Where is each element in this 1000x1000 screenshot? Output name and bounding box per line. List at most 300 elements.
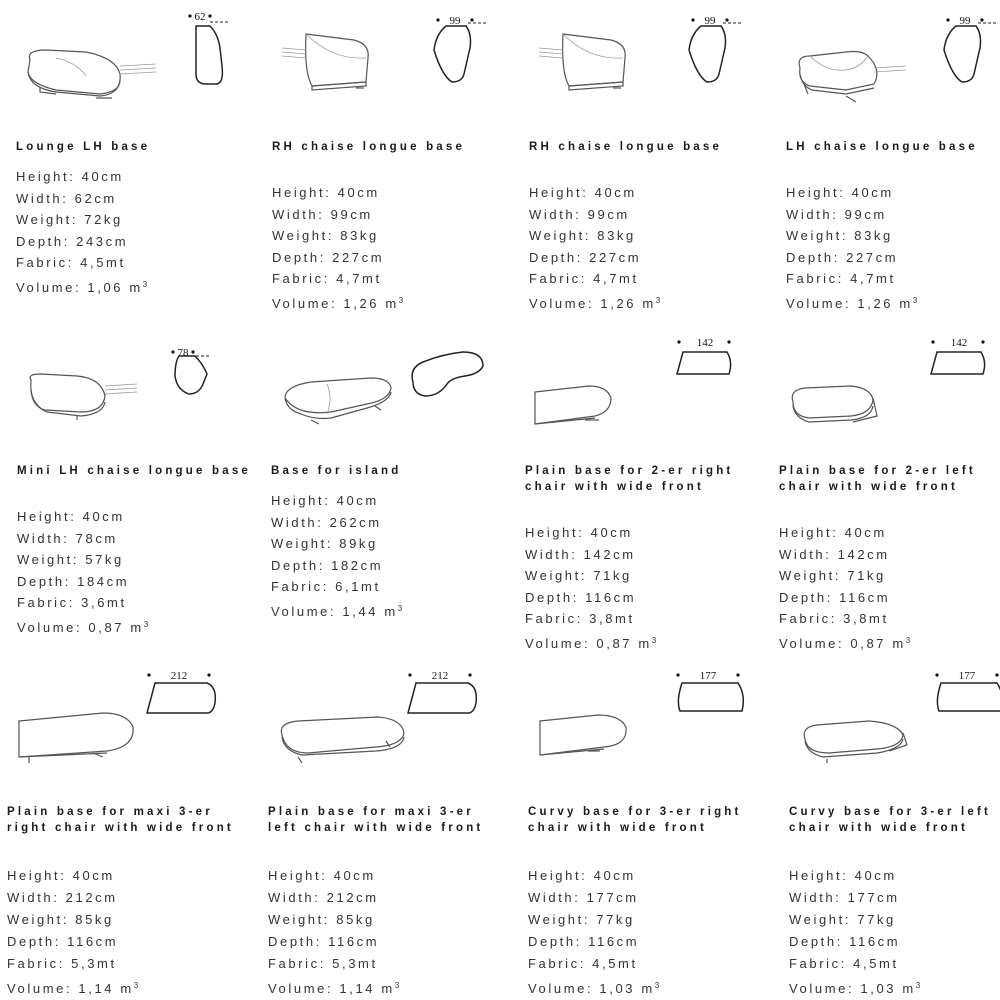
spec-depth-value: 116cm (67, 934, 119, 949)
spec-weight (268, 909, 399, 931)
spec-volume-label: Volume : (7, 981, 78, 996)
product-card (272, 0, 512, 320)
spec-width-value: 78cm (75, 530, 118, 546)
product-card (525, 330, 765, 650)
top-view-plan (677, 4, 747, 99)
spec-width-value: 212cm (326, 890, 379, 905)
spec-volume-label: Volume : (272, 296, 343, 311)
volume-unit: m (120, 981, 134, 996)
spec-width-label: Width : (786, 207, 845, 222)
spec-list (529, 182, 660, 314)
plan-width-label: 212 (431, 670, 449, 682)
spec-width-label: Width : (529, 207, 588, 222)
sofa-illustration (779, 340, 939, 445)
spec-list (272, 182, 403, 314)
volume-unit: m (892, 635, 906, 651)
spec-width-value: 262cm (329, 514, 382, 530)
spec-depth-label: Depth : (268, 934, 328, 949)
spec-height-label: Height : (268, 868, 334, 883)
plan-width-label: 62 (194, 11, 206, 23)
spec-depth (272, 247, 403, 269)
spec-weight (271, 533, 402, 555)
spec-width-value: 142cm (583, 546, 636, 562)
spec-weight-label: Weight : (7, 912, 75, 927)
spec-width-value: 212cm (65, 890, 118, 905)
spec-list (16, 166, 147, 298)
sofa-illustration (529, 10, 689, 115)
spec-width-label: Width : (7, 890, 66, 905)
spec-depth-label: Depth : (17, 574, 77, 589)
spec-volume-value: 0,87 (850, 635, 887, 651)
spec-volume-value: 1,26 (343, 295, 380, 311)
spec-volume-label: Volume : (525, 636, 596, 651)
product-title: Plain base for maxi 3-er left chair with wide front (268, 806, 484, 834)
volume-unit: m (642, 295, 656, 311)
spec-volume-value: 1,44 (342, 603, 379, 619)
spec-height (272, 182, 403, 204)
sofa-illustration (525, 340, 685, 445)
spec-depth-value: 243cm (76, 233, 129, 249)
spec-volume (525, 630, 656, 655)
product-title: Plain base for 2-er right chair with wide front (525, 465, 734, 493)
spec-volume (268, 975, 399, 1000)
product-card (529, 0, 769, 320)
spec-depth-value: 116cm (585, 589, 637, 605)
plan-width-label: 142 (696, 337, 714, 349)
product-card (271, 330, 511, 650)
volume-unit: m (384, 603, 398, 619)
spec-depth (779, 587, 910, 609)
spec-depth-label: Depth : (786, 250, 846, 265)
spec-list (525, 522, 656, 654)
spec-height (17, 506, 148, 528)
volume-exponent: 3 (651, 635, 657, 645)
plan-width-label: 78 (177, 347, 189, 359)
spec-width (528, 887, 659, 909)
volume-exponent: 3 (398, 295, 404, 305)
spec-weight (272, 225, 403, 247)
spec-depth-label: Depth : (525, 590, 585, 605)
spec-volume-value: 0,87 (88, 619, 125, 635)
spec-width-label: Width : (17, 531, 76, 546)
spec-depth-label: Depth : (789, 934, 849, 949)
volume-exponent: 3 (133, 981, 139, 990)
spec-fabric-label: Fabric : (779, 611, 843, 626)
volume-unit: m (129, 279, 143, 295)
product-title: Plain base for 2-er left chair with wide front (779, 465, 976, 493)
spec-volume (271, 598, 402, 623)
sofa-illustration (528, 665, 688, 780)
spec-height (7, 865, 138, 887)
spec-depth-value: 182cm (331, 557, 384, 573)
volume-unit: m (902, 981, 916, 996)
spec-fabric-value: 4,5mt (592, 956, 638, 971)
spec-weight (17, 549, 148, 571)
spec-list (268, 865, 399, 1000)
spec-height-value: 40cm (593, 868, 636, 883)
spec-weight-label: Weight : (272, 228, 340, 243)
spec-weight (16, 209, 147, 231)
spec-fabric-value: 6,1mt (335, 579, 381, 594)
product-title: LH chaise longue base (786, 141, 978, 153)
spec-depth (16, 231, 147, 253)
product-card (786, 0, 1000, 320)
product-card (17, 330, 257, 650)
top-view-plan (921, 338, 991, 433)
top-view-plan (399, 338, 469, 433)
spec-width-value: 99cm (330, 206, 373, 222)
spec-width-label: Width : (268, 890, 327, 905)
spec-volume-value: 1,14 (78, 981, 115, 996)
spec-width (268, 887, 399, 909)
product-title: Mini LH chaise longue base (17, 465, 252, 477)
spec-volume (17, 614, 148, 639)
spec-depth-value: 227cm (589, 249, 642, 265)
product-title: Curvy base for 3-er left chair with wide front (789, 806, 992, 834)
product-title: Curvy base for 3-er right chair with wide front (528, 806, 742, 834)
volume-unit: m (130, 619, 144, 635)
spec-depth-label: Depth : (529, 250, 589, 265)
spec-depth-value: 184cm (77, 573, 130, 589)
spec-fabric (272, 268, 403, 290)
spec-fabric-label: Fabric : (789, 956, 853, 971)
product-title: RH chaise longue base (529, 141, 723, 153)
volume-exponent: 3 (912, 295, 918, 305)
spec-height (789, 865, 920, 887)
spec-height-label: Height : (7, 868, 73, 883)
spec-weight-label: Weight : (789, 912, 857, 927)
top-view-plan (398, 665, 468, 760)
spec-height (529, 182, 660, 204)
spec-volume-label: Volume : (779, 636, 850, 651)
volume-unit: m (641, 981, 655, 996)
volume-unit: m (381, 981, 395, 996)
spec-height (525, 522, 656, 544)
spec-weight-label: Weight : (268, 912, 336, 927)
plan-width-label: 177 (958, 670, 976, 682)
spec-volume-label: Volume : (271, 604, 342, 619)
spec-volume (529, 290, 660, 315)
spec-fabric-value: 5,3mt (71, 956, 117, 971)
spec-fabric-label: Fabric : (529, 271, 593, 286)
spec-volume (786, 290, 917, 315)
spec-width (7, 887, 138, 909)
spec-weight-value: 71kg (593, 568, 632, 583)
spec-volume (272, 290, 403, 315)
spec-height (779, 522, 910, 544)
spec-weight-value: 71kg (847, 568, 886, 583)
spec-fabric (779, 608, 910, 630)
spec-depth-label: Depth : (271, 558, 331, 573)
spec-height-label: Height : (528, 868, 594, 883)
spec-weight (786, 225, 917, 247)
spec-fabric (789, 953, 920, 975)
volume-unit: m (638, 635, 652, 651)
spec-fabric (529, 268, 660, 290)
sofa-illustration (786, 10, 946, 115)
spec-depth-label: Depth : (528, 934, 588, 949)
spec-weight (789, 909, 920, 931)
spec-height (271, 490, 402, 512)
top-view-plan (668, 665, 738, 760)
spec-weight-label: Weight : (525, 568, 593, 583)
spec-fabric-label: Fabric : (528, 956, 592, 971)
spec-volume-value: 0,87 (596, 635, 633, 651)
spec-depth (786, 247, 917, 269)
spec-weight (7, 909, 138, 931)
spec-weight-value: 85kg (75, 912, 114, 927)
spec-list (786, 182, 917, 314)
sofa-illustration (272, 10, 432, 115)
spec-width-label: Width : (779, 547, 838, 562)
spec-depth (529, 247, 660, 269)
spec-depth-value: 116cm (849, 934, 901, 949)
product-title: Lounge LH base (16, 141, 151, 153)
spec-height-label: Height : (16, 169, 82, 184)
spec-width-label: Width : (528, 890, 587, 905)
spec-height-label: Height : (779, 525, 845, 540)
spec-depth-label: Depth : (272, 250, 332, 265)
spec-fabric-label: Fabric : (525, 611, 589, 626)
product-title: Base for island (271, 465, 402, 477)
volume-exponent: 3 (397, 603, 403, 613)
volume-unit: m (899, 295, 913, 311)
spec-height (528, 865, 659, 887)
spec-fabric-label: Fabric : (17, 595, 81, 610)
spec-weight-label: Weight : (16, 212, 84, 227)
spec-width (529, 204, 660, 226)
volume-exponent: 3 (915, 981, 921, 990)
plan-width-label: 212 (170, 670, 188, 682)
spec-width-label: Width : (16, 191, 75, 206)
spec-height-value: 40cm (851, 185, 894, 200)
spec-width-value: 177cm (847, 890, 900, 905)
spec-depth-value: 116cm (588, 934, 640, 949)
spec-depth (271, 555, 402, 577)
spec-depth-value: 227cm (846, 249, 899, 265)
spec-height (268, 865, 399, 887)
spec-weight (779, 565, 910, 587)
spec-weight (529, 225, 660, 247)
spec-fabric (786, 268, 917, 290)
spec-width (272, 204, 403, 226)
spec-volume-label: Volume : (789, 981, 860, 996)
spec-weight-value: 89kg (339, 536, 378, 551)
spec-depth (525, 587, 656, 609)
spec-fabric (528, 953, 659, 975)
spec-list (789, 865, 920, 1000)
spec-height-label: Height : (271, 493, 337, 508)
spec-height-value: 40cm (81, 169, 124, 184)
spec-depth (789, 931, 920, 953)
spec-list (779, 522, 910, 654)
spec-depth-value: 116cm (328, 934, 380, 949)
spec-weight-label: Weight : (17, 552, 85, 567)
spec-width-value: 99cm (587, 206, 630, 222)
spec-volume-value: 1,26 (600, 295, 637, 311)
spec-depth (268, 931, 399, 953)
spec-width (525, 544, 656, 566)
spec-weight-label: Weight : (779, 568, 847, 583)
spec-weight-label: Weight : (786, 228, 854, 243)
spec-fabric-label: Fabric : (271, 579, 335, 594)
spec-fabric-value: 4,7mt (336, 271, 382, 286)
top-view-plan (667, 338, 737, 433)
volume-exponent: 3 (655, 295, 661, 305)
plan-width-label: 177 (699, 670, 717, 682)
spec-height-value: 40cm (72, 868, 115, 883)
top-view-plan (927, 665, 997, 760)
spec-width (779, 544, 910, 566)
spec-volume-value: 1,26 (857, 295, 894, 311)
spec-volume-value: 1,14 (339, 981, 376, 996)
volume-exponent: 3 (394, 981, 400, 990)
spec-height-value: 40cm (82, 509, 125, 524)
spec-fabric-label: Fabric : (272, 271, 336, 286)
spec-fabric-value: 3,8mt (589, 611, 635, 626)
spec-weight-value: 83kg (854, 228, 893, 243)
plan-width-label: 142 (950, 337, 968, 349)
spec-volume-value: 1,03 (860, 981, 897, 996)
spec-fabric (525, 608, 656, 630)
spec-volume-value: 1,06 (87, 279, 124, 295)
spec-height-label: Height : (525, 525, 591, 540)
spec-weight-label: Weight : (271, 536, 339, 551)
spec-volume (779, 630, 910, 655)
spec-height-value: 40cm (336, 493, 379, 508)
spec-fabric (268, 953, 399, 975)
spec-fabric-value: 3,8mt (843, 611, 889, 626)
spec-depth-label: Depth : (779, 590, 839, 605)
volume-unit: m (385, 295, 399, 311)
spec-width (16, 188, 147, 210)
product-card (16, 0, 256, 320)
product-card (779, 330, 1000, 650)
sofa-illustration (789, 665, 949, 780)
spec-width-label: Width : (271, 515, 330, 530)
plan-width-label: 99 (704, 15, 716, 27)
spec-weight-label: Weight : (528, 912, 596, 927)
spec-volume (16, 274, 147, 299)
plan-width-label: 99 (959, 15, 971, 27)
spec-height-label: Height : (529, 185, 595, 200)
sofa-illustration (16, 10, 176, 115)
spec-width (786, 204, 917, 226)
spec-height-label: Height : (786, 185, 852, 200)
spec-fabric-value: 4,5mt (80, 255, 126, 270)
spec-list (17, 506, 148, 638)
spec-fabric-label: Fabric : (16, 255, 80, 270)
spec-depth-value: 227cm (332, 249, 385, 265)
spec-volume-label: Volume : (786, 296, 857, 311)
spec-weight (525, 565, 656, 587)
spec-width-value: 177cm (586, 890, 639, 905)
spec-list (528, 865, 659, 1000)
spec-width (17, 528, 148, 550)
spec-width-value: 62cm (74, 190, 117, 206)
spec-height-value: 40cm (844, 525, 887, 540)
spec-fabric (271, 576, 402, 598)
spec-height-label: Height : (789, 868, 855, 883)
spec-height-value: 40cm (590, 525, 633, 540)
spec-weight-value: 83kg (597, 228, 636, 243)
spec-volume-label: Volume : (529, 296, 600, 311)
top-view-plan (137, 665, 207, 760)
spec-volume-label: Volume : (16, 280, 87, 295)
volume-exponent: 3 (142, 279, 148, 289)
product-card (7, 665, 247, 996)
spec-fabric-label: Fabric : (786, 271, 850, 286)
spec-volume (789, 975, 920, 1000)
product-card (789, 665, 1000, 996)
spec-weight-value: 57kg (85, 552, 124, 567)
spec-volume (7, 975, 138, 1000)
spec-weight-value: 85kg (336, 912, 375, 927)
spec-weight-value: 77kg (857, 912, 896, 927)
spec-weight-value: 72kg (84, 212, 123, 227)
spec-weight (528, 909, 659, 931)
spec-volume-value: 1,03 (599, 981, 636, 996)
spec-list (7, 865, 138, 1000)
product-card (268, 665, 508, 996)
spec-weight-value: 83kg (340, 228, 379, 243)
spec-depth-label: Depth : (7, 934, 67, 949)
spec-volume (528, 975, 659, 1000)
volume-exponent: 3 (905, 635, 911, 645)
spec-height-value: 40cm (594, 185, 637, 200)
spec-fabric-value: 3,6mt (81, 595, 127, 610)
spec-weight-value: 77kg (596, 912, 635, 927)
spec-height (16, 166, 147, 188)
spec-fabric-value: 4,7mt (850, 271, 896, 286)
spec-width-label: Width : (525, 547, 584, 562)
spec-depth (17, 571, 148, 593)
spec-height (786, 182, 917, 204)
spec-fabric-value: 5,3mt (332, 956, 378, 971)
spec-height-label: Height : (17, 509, 83, 524)
sofa-illustration (17, 340, 177, 445)
spec-list (271, 490, 402, 622)
spec-depth-value: 116cm (839, 589, 891, 605)
spec-width (789, 887, 920, 909)
top-view-plan (165, 338, 235, 433)
volume-exponent: 3 (143, 619, 149, 629)
product-title: Plain base for maxi 3-er right chair with wide front (7, 806, 234, 834)
spec-volume-label: Volume : (17, 620, 88, 635)
top-view-plan (422, 4, 492, 99)
spec-height-value: 40cm (333, 868, 376, 883)
spec-weight-label: Weight : (529, 228, 597, 243)
plan-width-label: 99 (449, 15, 461, 27)
spec-height-value: 40cm (337, 185, 380, 200)
product-title: RH chaise longue base (272, 141, 466, 153)
volume-exponent: 3 (654, 981, 660, 990)
spec-volume-label: Volume : (528, 981, 599, 996)
spec-fabric-value: 4,7mt (593, 271, 639, 286)
top-view-plan (176, 4, 246, 99)
spec-depth-label: Depth : (16, 234, 76, 249)
spec-width-value: 142cm (837, 546, 890, 562)
spec-width (271, 512, 402, 534)
top-view-plan (932, 4, 1000, 99)
spec-width-label: Width : (789, 890, 848, 905)
spec-depth (7, 931, 138, 953)
spec-fabric (17, 592, 148, 614)
spec-height-label: Height : (272, 185, 338, 200)
spec-fabric (7, 953, 138, 975)
spec-height-value: 40cm (854, 868, 897, 883)
spec-fabric (16, 252, 147, 274)
